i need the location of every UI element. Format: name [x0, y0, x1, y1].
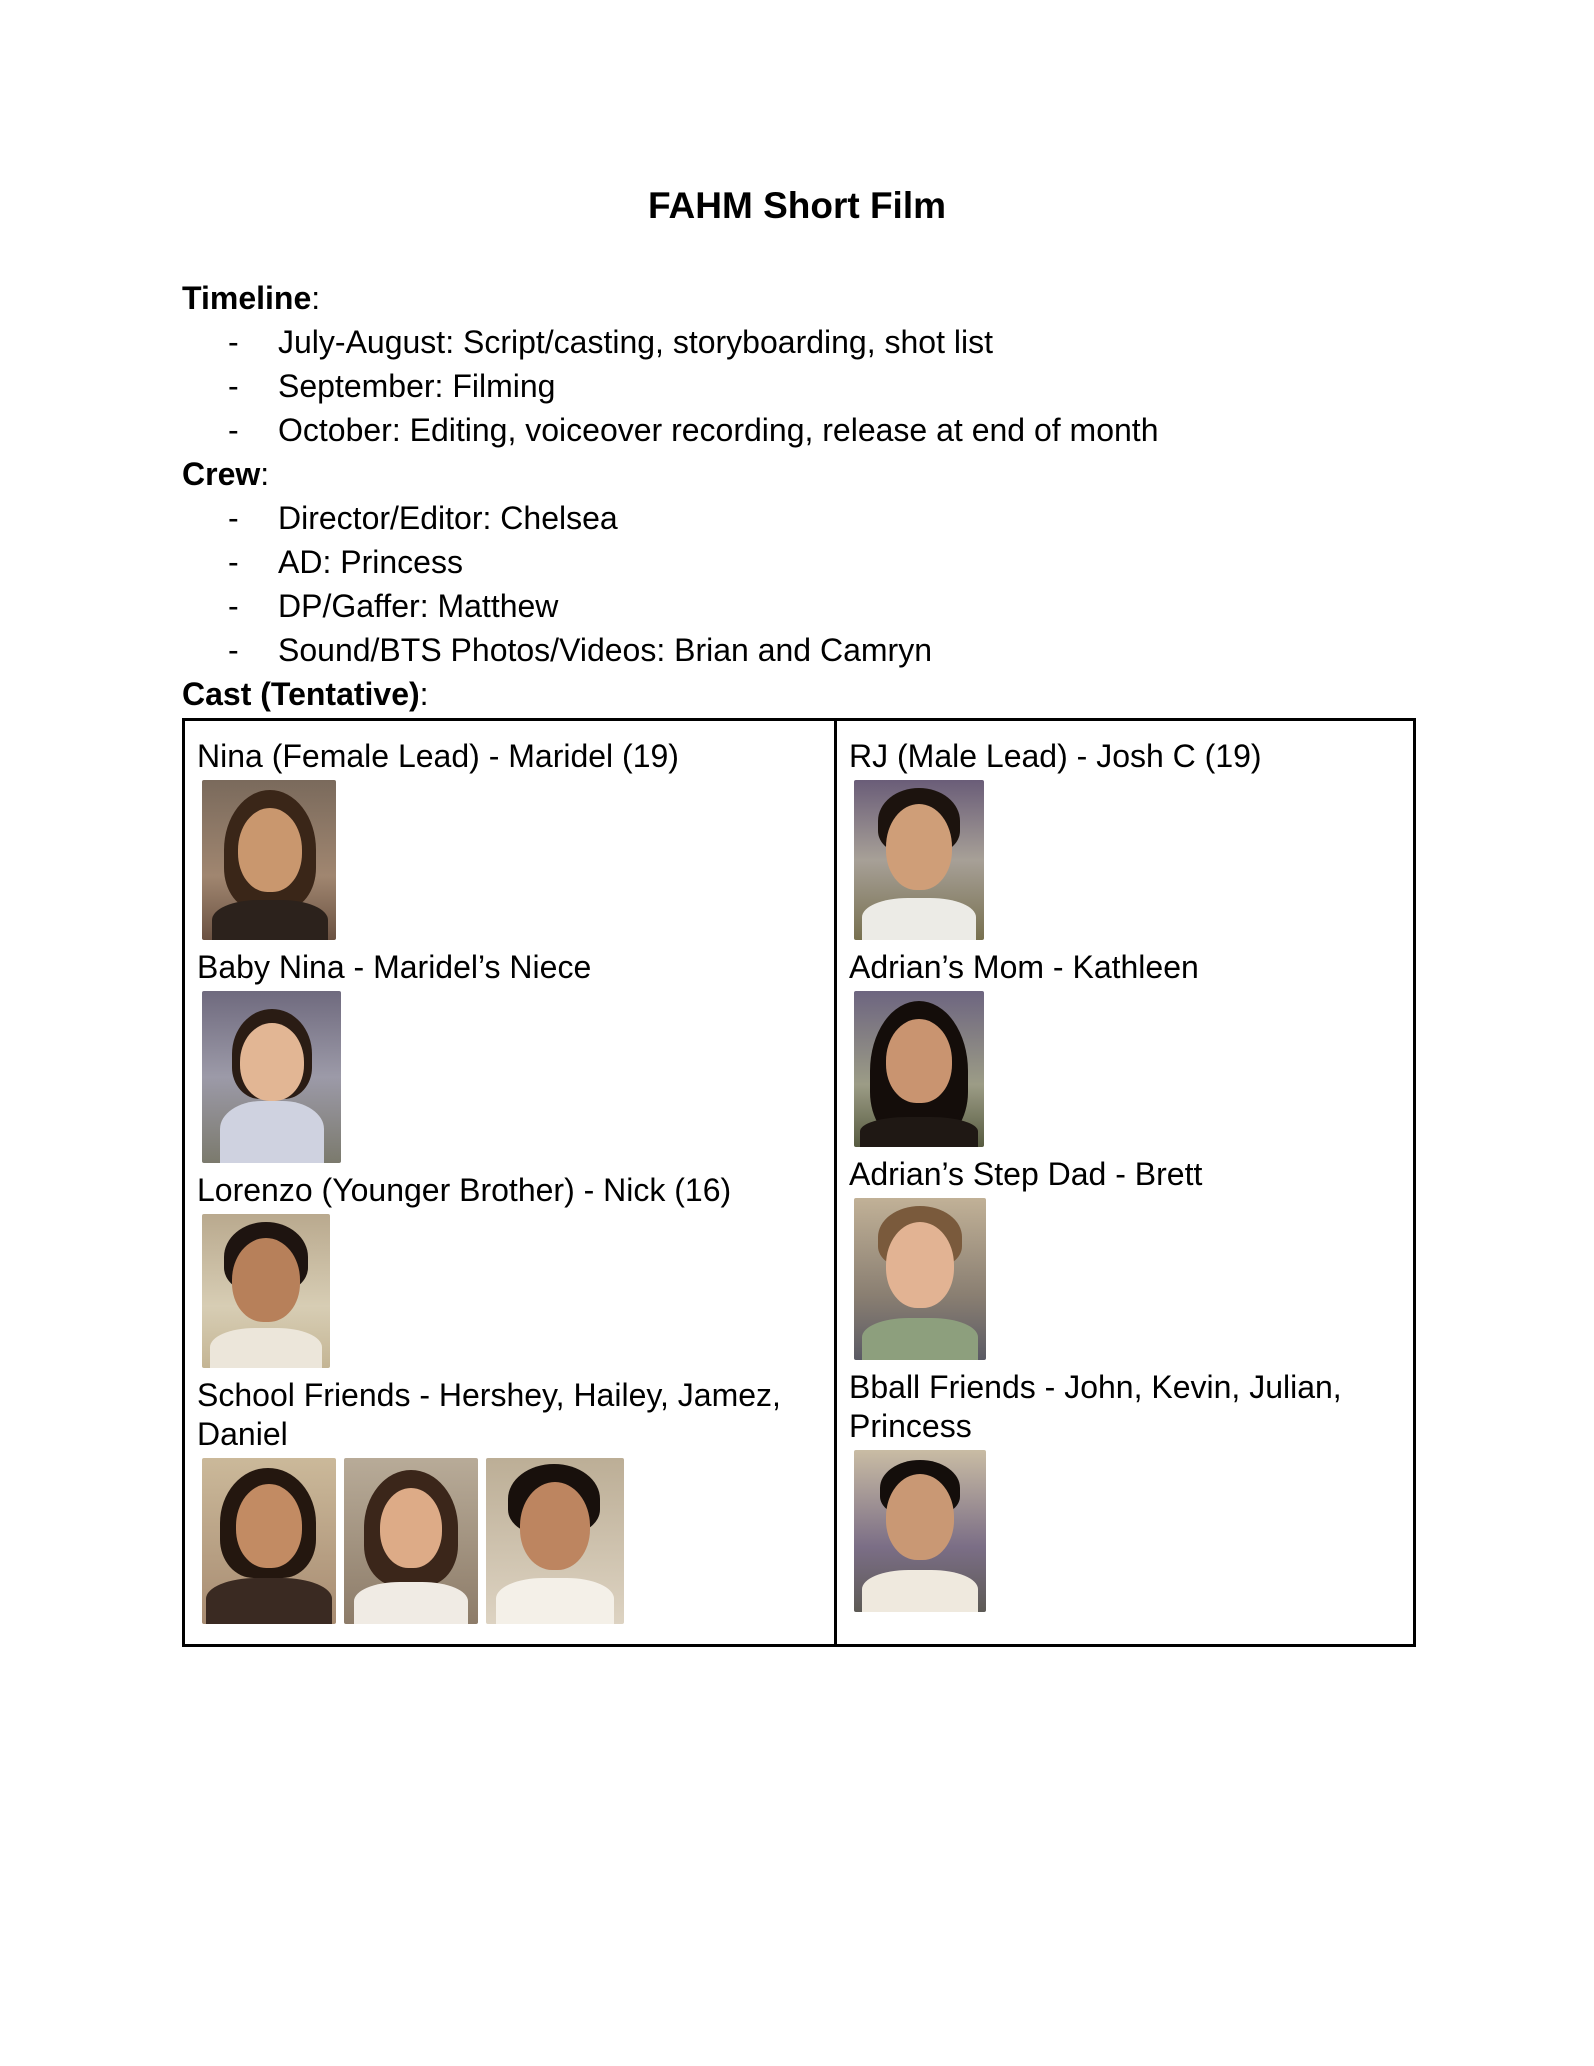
- photo-row: [849, 991, 1401, 1147]
- crew-label: Crew: [182, 456, 261, 492]
- document-title: FAHM Short Film: [647, 185, 947, 226]
- table-row: [184, 720, 1415, 1646]
- cast-name: Baby Nina - Maridel’s Niece: [197, 949, 592, 985]
- photo-row: [197, 991, 822, 1163]
- crew-item-text: Director/Editor: Chelsea: [278, 500, 618, 536]
- timeline-heading: Timeline:: [182, 280, 321, 316]
- photo-row: [197, 1458, 822, 1624]
- crew-list: [182, 496, 1422, 672]
- cast-name: RJ (Male Lead) - Josh C (19): [849, 738, 1262, 774]
- cast-entry: [197, 1376, 822, 1624]
- photo-row: [197, 1214, 822, 1368]
- cast-photo: [486, 1458, 624, 1624]
- document-body: [182, 276, 1422, 1647]
- list-item: [182, 320, 1422, 364]
- crew-item-text: AD: Princess: [278, 544, 463, 580]
- cast-entry: [849, 1155, 1401, 1360]
- list-item: [182, 364, 1422, 408]
- timeline-item-text: September: Filming: [278, 368, 556, 404]
- dash-bullet: -: [228, 588, 239, 624]
- cast-name: School Friends - Hershey, Hailey, Jamez, Daniel: [197, 1377, 781, 1452]
- timeline-item-text: October: Editing, voiceover recording, release at end of month: [278, 412, 1159, 448]
- list-item: [182, 540, 1422, 584]
- cast-entry: [197, 948, 822, 1163]
- cast-entry: [849, 1368, 1401, 1612]
- dash-bullet: -: [228, 368, 239, 404]
- cast-name: Adrian’s Mom - Kathleen: [849, 949, 1199, 985]
- list-item: [182, 408, 1422, 452]
- cast-name: Lorenzo (Younger Brother) - Nick (16): [197, 1172, 732, 1208]
- cast-label: Cast (Tentative): [182, 676, 420, 712]
- dash-bullet: -: [228, 500, 239, 536]
- dash-bullet: -: [228, 632, 239, 668]
- cast-photo: [854, 1198, 986, 1360]
- list-item: [182, 496, 1422, 540]
- cast-photo: [202, 1458, 336, 1624]
- timeline-label: Timeline: [182, 280, 312, 316]
- cast-photo: [202, 991, 341, 1163]
- list-item: [182, 628, 1422, 672]
- list-item: [182, 584, 1422, 628]
- cast-name: Nina (Female Lead) - Maridel (19): [197, 738, 679, 774]
- crew-item-text: DP/Gaffer: Matthew: [278, 588, 559, 624]
- crew-item-text: Sound/BTS Photos/Videos: Brian and Camryn: [278, 632, 932, 668]
- cast-name: Adrian’s Step Dad - Brett: [849, 1156, 1203, 1192]
- photo-row: [197, 780, 822, 940]
- cast-entry: [197, 1171, 822, 1368]
- dash-bullet: -: [228, 544, 239, 580]
- cast-photo: [854, 1450, 986, 1612]
- dash-bullet: -: [228, 412, 239, 448]
- cast-photo: [854, 991, 984, 1147]
- cast-entry: [197, 737, 822, 940]
- photo-row: [849, 1198, 1401, 1360]
- cast-entry: [849, 737, 1401, 940]
- crew-heading: Crew:: [182, 456, 270, 492]
- dash-bullet: -: [228, 324, 239, 360]
- photo-row: [849, 780, 1401, 940]
- photo-row: [849, 1450, 1401, 1612]
- cast-heading: Cast (Tentative):: [182, 676, 429, 712]
- cast-photo: [854, 780, 984, 940]
- cast-table: [182, 718, 1416, 1647]
- cast-photo: [344, 1458, 478, 1624]
- cast-photo: [202, 1214, 330, 1368]
- cast-photo: [202, 780, 336, 940]
- timeline-item-text: July-August: Script/casting, storyboarding, shot list: [278, 324, 993, 360]
- cast-column-left: [184, 720, 836, 1646]
- cast-entry: [849, 948, 1401, 1147]
- timeline-list: [182, 320, 1422, 452]
- cast-name: Bball Friends - John, Kevin, Julian, Princess: [849, 1369, 1342, 1444]
- cast-column-right: [836, 720, 1415, 1646]
